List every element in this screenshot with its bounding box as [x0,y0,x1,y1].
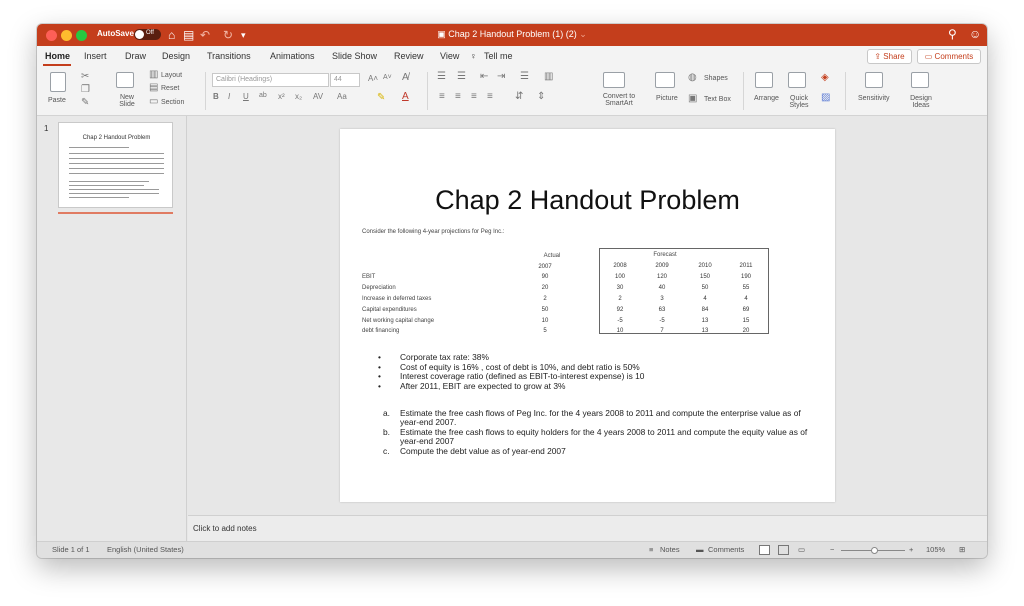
cell: 5 [543,328,547,334]
year-header: 2011 [739,263,753,269]
normal-view-button[interactable] [759,545,770,555]
change-case-icon[interactable]: Aa [337,92,347,101]
share-label: Share [883,52,905,61]
comments-button[interactable] [917,49,981,64]
task-text: Estimate the free cash flows of Peg Inc. for the 4 years 2008 to 2011 and compute the enterprise value as of year-end 2007. [400,408,801,427]
year-header: 2007 [538,264,552,270]
slide-counter: Slide 1 of 1 [52,545,90,554]
notes-placeholder[interactable]: Click to add notes [193,524,257,533]
align-left-icon[interactable]: ≡ [439,91,445,102]
cell: 150 [699,274,710,280]
superscript-icon[interactable]: x² [278,92,285,101]
tab-slide-show[interactable]: Slide Show [332,51,378,61]
title-bar [37,24,987,46]
reading-view-icon[interactable]: ▭ [798,545,806,554]
header-actual: Actual [543,253,561,259]
comments-label: Comments [934,52,974,61]
row-label: Increase in deferred taxes [362,296,432,302]
picture-icon[interactable] [655,72,675,88]
cell: 7 [660,328,664,334]
slide-sorter-button[interactable] [778,545,789,555]
comments-icon[interactable]: ▬ [696,545,704,554]
notes-icon[interactable]: ≡ [649,545,654,554]
shape-outline-icon[interactable]: ▨ [821,92,831,103]
reset-icon[interactable]: ▤ [149,82,159,93]
task-list[interactable] [378,409,808,457]
thumbnail-line [69,173,164,174]
intro-text[interactable]: Consider the following 4-year projections for Peg Inc.: [362,229,505,235]
smartart-icon[interactable] [603,72,625,88]
reset-label[interactable]: Reset [161,85,180,92]
zoom-in-icon[interactable]: + [909,545,914,554]
align-right-icon[interactable]: ≡ [471,91,477,102]
slide-title[interactable]: Chap 2 Handout Problem [435,185,740,215]
thumbnail-line [69,158,164,159]
tab-review[interactable]: Review [394,51,424,61]
notes-toggle[interactable]: Notes [660,545,680,554]
tab-animations[interactable]: Animations [270,51,315,61]
cell: 13 [701,318,709,324]
decrease-font-icon[interactable]: A˅ [383,74,392,81]
notes-pane[interactable] [188,515,987,541]
line-spacing-icon[interactable]: ☰ [520,71,529,82]
list-item [378,382,644,392]
task-letter: c. [383,445,390,456]
cell: 20 [541,285,549,291]
list-item [378,447,808,456]
row-label: Capital expenditures [362,307,417,313]
picture-label[interactable]: Picture [656,95,678,102]
powerpoint-window [37,24,987,558]
task-letter: b. [383,426,390,437]
cell: 50 [541,307,549,313]
redo-icon[interactable]: ↻ [223,28,234,42]
undo-icon[interactable]: ↶ [200,28,211,42]
cell: 84 [701,307,709,313]
thumbnail-line [69,185,144,186]
paste-icon[interactable] [50,72,66,92]
font-color-icon[interactable]: A [402,91,409,102]
layout-icon[interactable]: ▥ [149,69,159,80]
zoom-slider-thumb[interactable] [871,547,878,554]
thumbnail-line [69,193,159,194]
slide-editor [188,116,987,515]
cell: 40 [658,285,666,291]
arrange-icon[interactable] [755,72,773,88]
cell: 3 [660,296,664,302]
cell: 50 [701,285,709,291]
new-slide-icon[interactable] [116,72,134,88]
assumption-list[interactable] [378,353,644,392]
bullet-text: Interest coverage ratio (defined as EBIT-to-interest expense) is 10 [400,371,645,382]
bullet-icon: • [378,381,381,392]
shapes-icon[interactable]: ◍ [688,72,697,83]
cell: 2 [618,296,622,302]
cell: 90 [541,274,549,280]
ribbon [37,66,987,116]
row-label: EBIT [362,274,376,280]
cell: 100 [614,274,625,280]
cell: 63 [658,307,666,313]
cell: 92 [616,307,624,313]
status-bar [37,541,987,558]
format-painter-icon[interactable]: ✎ [81,97,90,108]
cell: 69 [742,307,750,313]
font-name-select[interactable]: Calibri (Headings) [212,73,329,87]
save-icon[interactable]: ▤ [183,28,195,42]
bullet-icon: • [378,352,381,362]
cell: 4 [703,296,707,302]
row-label: debt financing [362,328,400,334]
document-title [37,29,987,40]
comment-icon: ▭ [924,52,935,61]
task-text: Compute the debt value as of year-end 2007 [400,445,566,456]
cut-icon[interactable]: ✂ [81,71,90,82]
ribbon-divider [205,72,206,110]
cell: 55 [742,285,750,291]
ribbon-tabs [37,46,987,66]
numbering-icon[interactable]: ☰ [457,71,466,82]
quick-styles-label[interactable]: Quick Styles [789,95,809,109]
italic-icon[interactable]: I [228,92,231,101]
search-icon[interactable]: ⚲ [948,27,957,41]
text-direction-icon[interactable]: ⇵ [515,91,524,102]
text-box-icon[interactable]: ▣ [688,93,698,104]
section-label[interactable]: Section [161,99,185,106]
cell: 10 [616,328,624,334]
section-icon[interactable]: ▭ [149,96,159,107]
layout-label[interactable]: Layout [161,72,183,79]
new-slide-label[interactable]: New Slide [119,94,135,108]
cell: 2 [543,296,547,302]
thumbnail-line [69,163,164,164]
share-icon: ⇪ [874,52,884,61]
tab-draw[interactable]: Draw [125,51,147,61]
tab-view[interactable]: View [440,51,460,61]
bullet-text: Cost of equity is 16% , cost of debt is 10%, and debt ratio is 50% [400,361,640,372]
tab-insert[interactable]: Insert [84,51,107,61]
fit-to-window-icon[interactable]: ⊞ [959,545,966,554]
customize-icon[interactable]: ▾ [241,30,246,40]
share-button[interactable] [867,49,912,64]
justify-icon[interactable]: ≡ [487,91,493,102]
slide-thumbnail-pane [37,116,187,541]
thumbnail-line [69,153,164,154]
document-title-text: Chap 2 Handout Problem (1) (2) [448,29,577,39]
paste-label[interactable]: Paste [48,97,66,104]
columns-icon[interactable]: ▥ [544,71,554,82]
language-indicator[interactable]: English (United States) [107,545,184,554]
subscript-icon[interactable]: x₂ [295,92,303,101]
thumbnail-line [69,189,159,190]
font-size-select[interactable]: 44 [330,73,360,87]
header-forecast: Forecast [653,252,677,258]
cell: 20 [742,328,750,334]
cell: 190 [740,274,751,280]
shape-fill-icon[interactable]: ◈ [821,72,829,83]
design-ideas-label[interactable]: Design Ideas [910,95,932,109]
list-item [378,409,808,427]
account-icon[interactable]: ☺ [969,27,982,41]
increase-indent-icon[interactable]: ⇥ [497,71,506,82]
align-text-icon[interactable]: ⇕ [537,91,546,102]
cell: -5 [659,318,665,324]
bullet-text: Corporate tax rate: 38% [400,352,489,362]
tab-transitions[interactable]: Transitions [207,51,251,61]
tab-tell-me[interactable]: Tell me [484,51,513,61]
convert-smartart-label[interactable]: Convert to SmartArt [602,93,636,107]
document-icon: ▣ [437,29,449,39]
slide-number: 1 [44,124,49,133]
sensitivity-icon[interactable] [865,72,883,88]
bullets-icon[interactable]: ☰ [437,71,446,82]
slide-thumbnail[interactable] [58,122,173,208]
autosave-state: Off [146,30,154,36]
bullet-icon: • [378,371,381,382]
thumbnail-selection-indicator [58,212,173,214]
highlight-icon[interactable]: ✎ [377,92,386,103]
cell: 10 [541,318,549,324]
cell: 120 [656,274,667,280]
align-center-icon[interactable]: ≡ [455,91,461,102]
task-letter: a. [383,408,390,418]
quick-styles-icon[interactable] [788,72,806,88]
comments-toggle[interactable]: Comments [708,545,745,554]
slide-canvas[interactable] [340,129,835,502]
home-icon[interactable]: ⌂ [168,28,176,42]
cell: 15 [742,318,750,324]
char-spacing-icon[interactable]: AV [313,92,324,101]
tab-home[interactable]: Home [45,51,71,61]
year-header: 2010 [698,263,712,269]
bold-icon[interactable]: B [213,92,219,101]
increase-font-icon[interactable]: A˄ [368,74,379,83]
text-box-label[interactable]: Text Box [704,96,731,103]
ribbon-divider [845,72,846,110]
autosave-label: AutoSave [97,29,134,38]
cell: 30 [616,285,624,291]
row-label: Depreciation [362,285,396,291]
list-item [378,428,808,446]
cell: 13 [701,328,709,334]
shapes-label[interactable]: Shapes [704,75,728,82]
ribbon-divider [427,72,428,110]
zoom-out-icon[interactable]: − [830,545,835,554]
copy-icon[interactable]: ❐ [81,84,90,95]
tab-design[interactable]: Design [162,51,191,61]
decrease-indent-icon[interactable]: ⇤ [480,71,489,82]
title-chevron-icon[interactable]: ⌄ [576,29,587,39]
year-header: 2009 [655,263,669,269]
underline-icon[interactable]: U [243,92,249,101]
thumbnail-line [69,197,129,198]
arrange-label[interactable]: Arrange [754,95,779,102]
cell: -5 [617,318,623,324]
bullet-icon: • [378,361,381,372]
row-label: Net working capital change [362,318,435,324]
thumbnail-line [69,168,164,169]
clear-format-icon[interactable]: A̸ [402,72,409,83]
task-text: Estimate the free cash flows to equity holders for the 4 years 2008 to 2011 and compute the equity value as of year-end 2007 [400,426,808,446]
thumbnail-line [69,147,129,148]
bullet-text: After 2011, EBIT are expected to grow at 3% [400,381,566,392]
year-header: 2008 [613,263,627,269]
thumbnail-line [69,181,149,182]
strikethrough-icon[interactable]: ab [259,92,267,99]
sensitivity-label[interactable]: Sensitivity [858,95,890,102]
design-ideas-icon[interactable] [911,72,929,88]
cell: 4 [744,296,748,302]
zoom-level[interactable]: 105% [926,545,946,554]
thumbnail-title: Chap 2 Handout Problem [82,135,151,141]
ribbon-divider [743,72,744,110]
lightbulb-icon: ♀ [470,51,477,61]
